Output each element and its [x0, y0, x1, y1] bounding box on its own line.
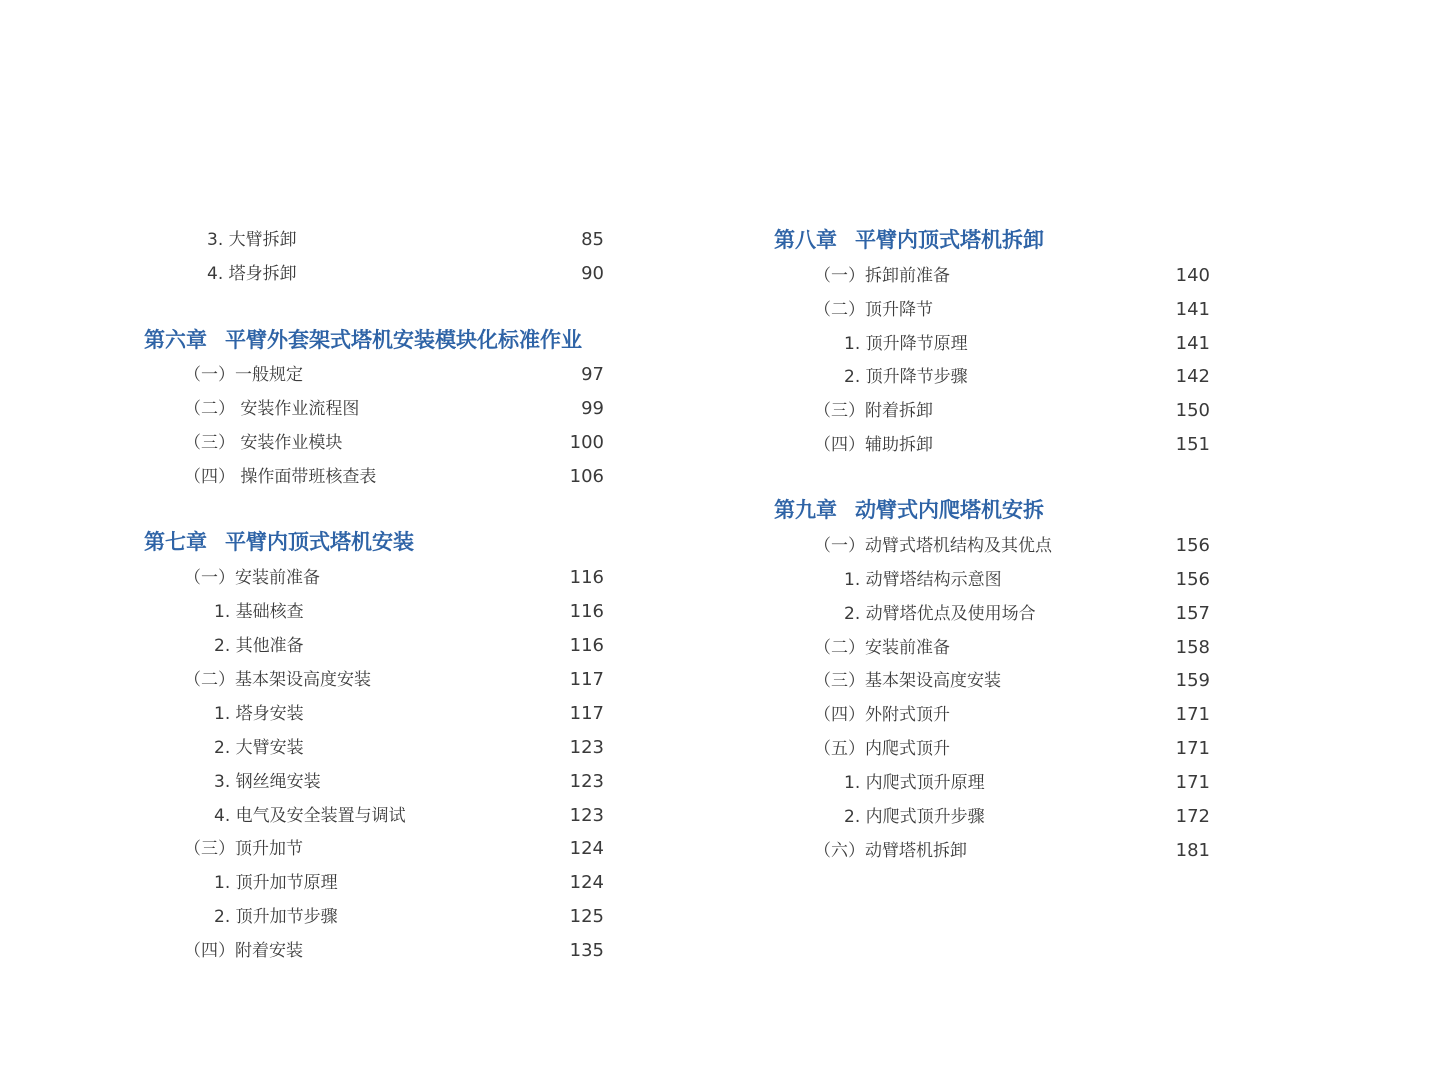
toc-entry[interactable]: 3. 钢丝绳安装: [214, 772, 321, 792]
toc-entry[interactable]: 2. 其他准备: [214, 636, 304, 656]
toc-entry[interactable]: 1. 顶升加节原理: [214, 873, 338, 893]
toc-page-number: 151: [1175, 434, 1210, 455]
toc-page-number: 141: [1175, 299, 1210, 320]
toc-page-number: 171: [1175, 738, 1210, 759]
toc-entry[interactable]: （四）外附式顶升: [814, 705, 950, 725]
toc-entry[interactable]: 2. 动臂塔优点及使用场合: [844, 604, 1036, 624]
toc-entry[interactable]: （一）一般规定: [184, 365, 303, 385]
toc-page-number: 117: [569, 669, 604, 690]
toc-entry[interactable]: （六）动臂塔机拆卸: [814, 841, 967, 861]
toc-page-number: 97: [581, 364, 604, 385]
toc-page-number: 116: [569, 635, 604, 656]
toc-page-number: 157: [1175, 603, 1210, 624]
toc-page-number: 90: [581, 263, 604, 284]
toc-entry[interactable]: 2. 内爬式顶升步骤: [844, 807, 985, 827]
toc-page-number: 159: [1175, 670, 1210, 691]
toc-page-number: 135: [569, 940, 604, 961]
toc-entry[interactable]: 1. 塔身安装: [214, 704, 304, 724]
toc-entry[interactable]: 3. 大臂拆卸: [207, 230, 297, 250]
toc-entry[interactable]: 2. 大臂安装: [214, 738, 304, 758]
toc-entry[interactable]: （三） 安装作业模块: [184, 433, 343, 453]
toc-page-number: 172: [1175, 806, 1210, 827]
toc-entry[interactable]: （二）基本架设高度安装: [184, 670, 371, 690]
toc-entry[interactable]: （二）顶升降节: [814, 300, 933, 320]
toc-entry[interactable]: 4. 塔身拆卸: [207, 264, 297, 284]
chapter-heading-7[interactable]: [144, 529, 414, 555]
toc-page-number: 156: [1175, 569, 1210, 590]
toc-page-number: 141: [1175, 333, 1210, 354]
toc-entry[interactable]: （二）安装前准备: [814, 638, 950, 658]
toc-entry[interactable]: （四） 操作面带班核查表: [184, 467, 377, 487]
chapter-title: 平臂内顶式塔机拆卸: [855, 228, 1044, 252]
toc-entry[interactable]: （五）内爬式顶升: [814, 739, 950, 759]
chapter-number: 第七章: [144, 530, 207, 554]
toc-entry[interactable]: 1. 动臂塔结构示意图: [844, 570, 1002, 590]
toc-entry[interactable]: 1. 基础核查: [214, 602, 304, 622]
toc-page-number: 125: [569, 906, 604, 927]
toc-page-number: 123: [569, 737, 604, 758]
chapter-heading-6[interactable]: [144, 327, 582, 353]
toc-entry[interactable]: （三）基本架设高度安装: [814, 671, 1001, 691]
toc-page-number: 117: [569, 703, 604, 724]
toc-page-number: 171: [1175, 772, 1210, 793]
toc-entry[interactable]: （四）附着安装: [184, 941, 303, 961]
toc-entry[interactable]: 1. 内爬式顶升原理: [844, 773, 985, 793]
toc-entry[interactable]: 4. 电气及安全装置与调试: [214, 806, 406, 826]
toc-page-number: 100: [569, 432, 604, 453]
toc-page-number: 106: [569, 466, 604, 487]
toc-page-number: 124: [569, 872, 604, 893]
chapter-number: 第六章: [144, 328, 207, 352]
toc-page-number: 158: [1175, 637, 1210, 658]
toc-entry[interactable]: （四）辅助拆卸: [814, 435, 933, 455]
toc-page-number: 150: [1175, 400, 1210, 421]
toc-page-number: 124: [569, 838, 604, 859]
toc-page-number: 123: [569, 771, 604, 792]
toc-entry[interactable]: （三）附着拆卸: [814, 401, 933, 421]
toc-page-number: 123: [569, 805, 604, 826]
toc-page-number: 171: [1175, 704, 1210, 725]
toc-entry[interactable]: （一）安装前准备: [184, 568, 320, 588]
chapter-title: 动臂式内爬塔机安拆: [855, 498, 1044, 522]
toc-entry[interactable]: 1. 顶升降节原理: [844, 334, 968, 354]
chapter-number: 第八章: [774, 228, 837, 252]
toc-entry[interactable]: （一）动臂式塔机结构及其优点: [814, 536, 1052, 556]
toc-entry[interactable]: （三）顶升加节: [184, 839, 303, 859]
chapter-heading-8[interactable]: [774, 227, 1044, 253]
chapter-title: 平臂外套架式塔机安装模块化标准作业: [225, 328, 582, 352]
toc-entry[interactable]: 2. 顶升加节步骤: [214, 907, 338, 927]
toc-page-number: 116: [569, 567, 604, 588]
toc-entry[interactable]: 2. 顶升降节步骤: [844, 367, 968, 387]
toc-page-number: 116: [569, 601, 604, 622]
toc-page-number: 156: [1175, 535, 1210, 556]
toc-entry[interactable]: （二） 安装作业流程图: [184, 399, 360, 419]
toc-entry[interactable]: （一）拆卸前准备: [814, 266, 950, 286]
toc-page-number: 99: [581, 398, 604, 419]
toc-page-number: 142: [1175, 366, 1210, 387]
chapter-heading-9[interactable]: [774, 497, 1044, 523]
toc-page-number: 181: [1175, 840, 1210, 861]
toc-page-number: 140: [1175, 265, 1210, 286]
chapter-number: 第九章: [774, 498, 837, 522]
toc-page-number: 85: [581, 229, 604, 250]
chapter-title: 平臂内顶式塔机安装: [225, 530, 414, 554]
